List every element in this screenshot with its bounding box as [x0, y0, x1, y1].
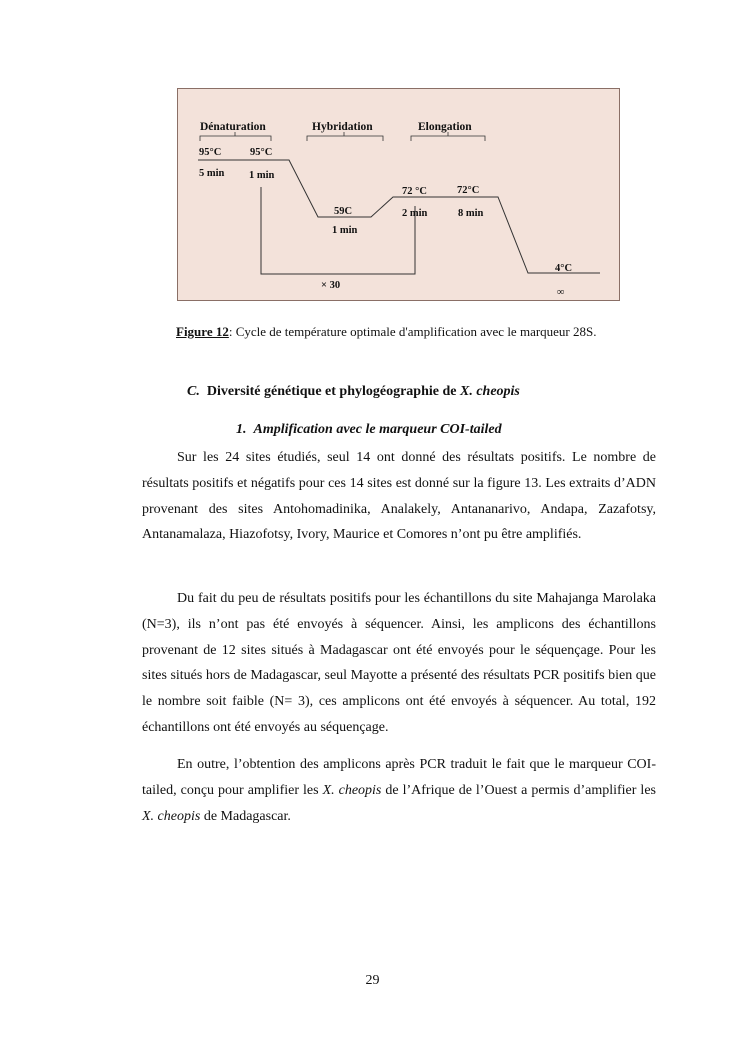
- paragraph-amplicons-species-2: X. cheopis: [142, 808, 201, 824]
- paragraph-amplicons-text-b: de l’Afrique de l’Ouest a permis d’amplifier les: [381, 782, 656, 798]
- figure-caption: [176, 324, 597, 340]
- subsection-title-text: Amplification avec le marqueur COI-tailed: [253, 422, 502, 437]
- paragraph-sequencing: Du fait du peu de résultats positifs pour les échantillons du site Mahajanga Marolaka (N=3), ils n’ont pas été envoyés à séquencer. Ainsi, les amplicons des échantillons provenant de 12 sites situés à Madagascar ont été envoyés pour le séquençage. Pour les sites situés hors de Madagascar, seul Mayotte a présenté des résultats PCR positifs bien que le nombre soit faible (N= 3), ces amplicons ont été envoyés à séquencer. Au total, 192 échantillons ont été envoyés au séquençage.: [142, 591, 656, 735]
- section-title-species: X. cheopis: [459, 384, 520, 399]
- subsection-heading: [236, 422, 502, 438]
- step-time-final-elongation: 8 min: [458, 208, 484, 219]
- step-temp-hold: 4°C: [555, 263, 573, 274]
- subsection-number: 1.: [236, 422, 247, 437]
- step-temp-hybridation: 59C: [334, 206, 353, 217]
- step-time-hybridation: 1 min: [332, 225, 358, 236]
- step-temp-elongation: 72 °C: [402, 186, 427, 197]
- section-number: C.: [187, 384, 200, 399]
- step-temp-denaturation: 95°C: [250, 147, 273, 158]
- figure-caption-label: Figure 12: [176, 324, 229, 339]
- figure-caption-text: : Cycle de température optimale d'amplification avec le marqueur 28S.: [228, 324, 597, 339]
- pcr-cycle-diagram: [178, 89, 621, 302]
- step-time-elongation: 2 min: [402, 208, 428, 219]
- paragraph-results-sites: Sur les 24 sites étudiés, seul 14 ont donné des résultats positifs. Le nombre de résultats positifs et négatifs pour ces 14 sites est donné sur la figure 13. Les extraits d’ADN provenant des sites Antohomadinika, Analakely, Antananarivo, Andapa, Zazafotsy, Antanamalaza, Hiazofotsy, Ivory, Maurice et Comores n’ont pu être amplifiés.: [142, 450, 656, 543]
- page-number: 29: [365, 973, 380, 988]
- paragraph-amplicons-text-c: de Madagascar.: [200, 808, 291, 824]
- step-time-initial-denaturation: 5 min: [199, 168, 225, 179]
- paragraph-amplicons: [142, 752, 656, 829]
- phase-bracket-elongation: [411, 132, 485, 141]
- cycle-count-label: × 30: [321, 280, 341, 291]
- paragraph-amplicons-text-a: En outre, l’obtention des amplicons après PCR traduit le fait que le marqueur COI-tailed, conçu pour amplifier les: [142, 757, 656, 798]
- phase-label-elongation: Elongation: [418, 121, 472, 133]
- paragraph-amplicons-species-1: X. cheopis: [322, 782, 382, 798]
- step-temp-final-elongation: 72°C: [457, 185, 480, 196]
- phase-label-denaturation: Dénaturation: [200, 121, 266, 133]
- phase-bracket-denaturation: [200, 132, 271, 141]
- phase-bracket-hybridation: [307, 132, 383, 141]
- step-time-denaturation: 1 min: [249, 170, 275, 181]
- step-time-hold: ∞: [557, 287, 565, 298]
- phase-label-hybridation: Hybridation: [312, 121, 373, 133]
- pcr-cycle-figure: [177, 88, 620, 301]
- step-temp-initial-denaturation: 95°C: [199, 147, 222, 158]
- section-heading: [187, 384, 520, 400]
- section-title-text: Diversité génétique et phylogéographie de: [206, 384, 460, 399]
